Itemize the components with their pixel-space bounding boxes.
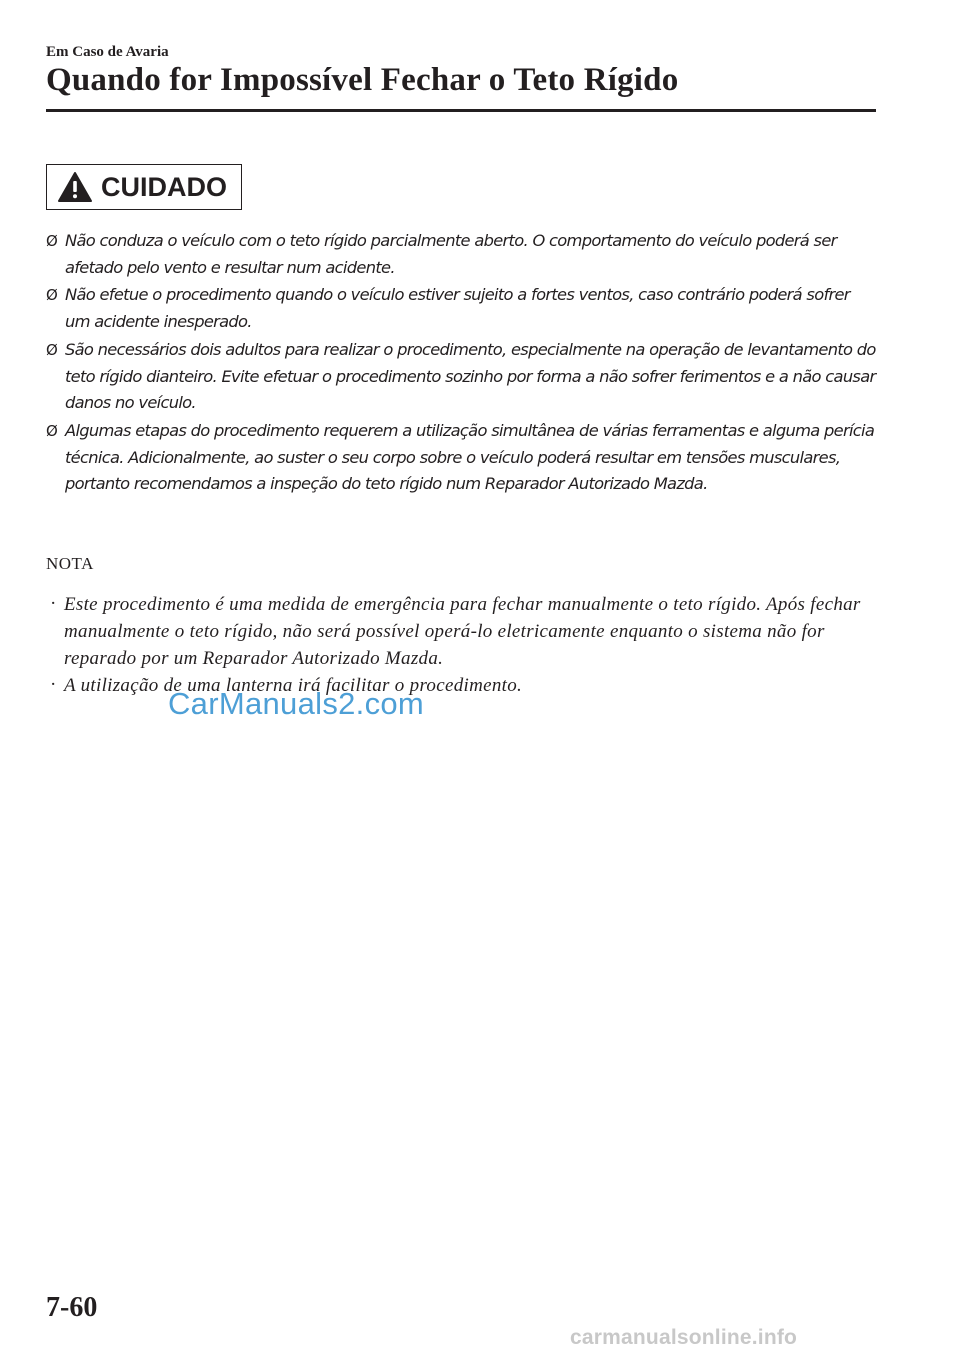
note-item bbox=[46, 591, 876, 672]
caution-bullet: Ø bbox=[46, 421, 58, 440]
caution-item-text: Não conduza o veículo com o teto rígido parcialmente aberto. O comportamento do veículo poderá ser afetado pelo vento e resultar num acidente. bbox=[65, 231, 837, 277]
caution-bullet: Ø bbox=[46, 286, 58, 305]
caution-box bbox=[46, 164, 242, 210]
caution-item-text: São necessários dois adultos para realizar o procedimento, especialmente na operação de levantamento do teto rígido dianteiro. Evite efetuar o procedimento sozinho por forma a não sofrer ferimentos e a não causar danos no veículo. bbox=[65, 339, 876, 413]
footer-url: carmanualsonline.info bbox=[570, 1326, 798, 1349]
title-rule bbox=[46, 109, 876, 112]
watermark: CarManuals2.com bbox=[168, 686, 425, 721]
caution-item-text: Não efetue o procedimento quando o veículo estiver sujeito a fortes ventos, caso contrário poderá sofrer um acidente inesperado. bbox=[65, 285, 850, 332]
caution-item bbox=[46, 282, 876, 335]
page-title: Quando for Impossível Fechar o Teto Rígido bbox=[46, 62, 679, 98]
page-number: 7-60 bbox=[46, 1292, 98, 1323]
note-item-text: A utilização de uma lanterna irá facilitar o procedimento. bbox=[64, 675, 523, 696]
note-bullet: · bbox=[50, 593, 57, 614]
caution-item bbox=[46, 418, 876, 498]
note-item-text: Este procedimento é uma medida de emergência para fechar manualmente o teto rígido. Após fechar manualmente o teto rígido, não será possível operá-lo eletricamente enquanto o sistema não for reparado por um Reparador Autorizado Mazda. bbox=[64, 594, 861, 669]
note-heading: NOTA bbox=[46, 554, 94, 573]
caution-list bbox=[46, 228, 876, 499]
caution-label: CUIDADO bbox=[101, 171, 227, 202]
caution-item-text: Algumas etapas do procedimento requerem a utilização simultânea de várias ferramentas e alguma perícia técnica. Adicionalmente, ao suster o seu corpo sobre o veículo poderá resultar em tensões musculares, portanto recomendamos a inspeção do teto rígido num Reparador Autorizado Mazda. bbox=[65, 420, 875, 494]
warning-triangle-icon bbox=[57, 171, 93, 203]
caution-bullet: Ø bbox=[46, 232, 58, 250]
section-label: Em Caso de Avaria bbox=[46, 44, 169, 60]
caution-item bbox=[46, 337, 876, 417]
caution-bullet: Ø bbox=[46, 340, 58, 359]
caution-item bbox=[46, 228, 876, 281]
note-list bbox=[46, 591, 876, 699]
note-bullet: · bbox=[50, 674, 57, 695]
